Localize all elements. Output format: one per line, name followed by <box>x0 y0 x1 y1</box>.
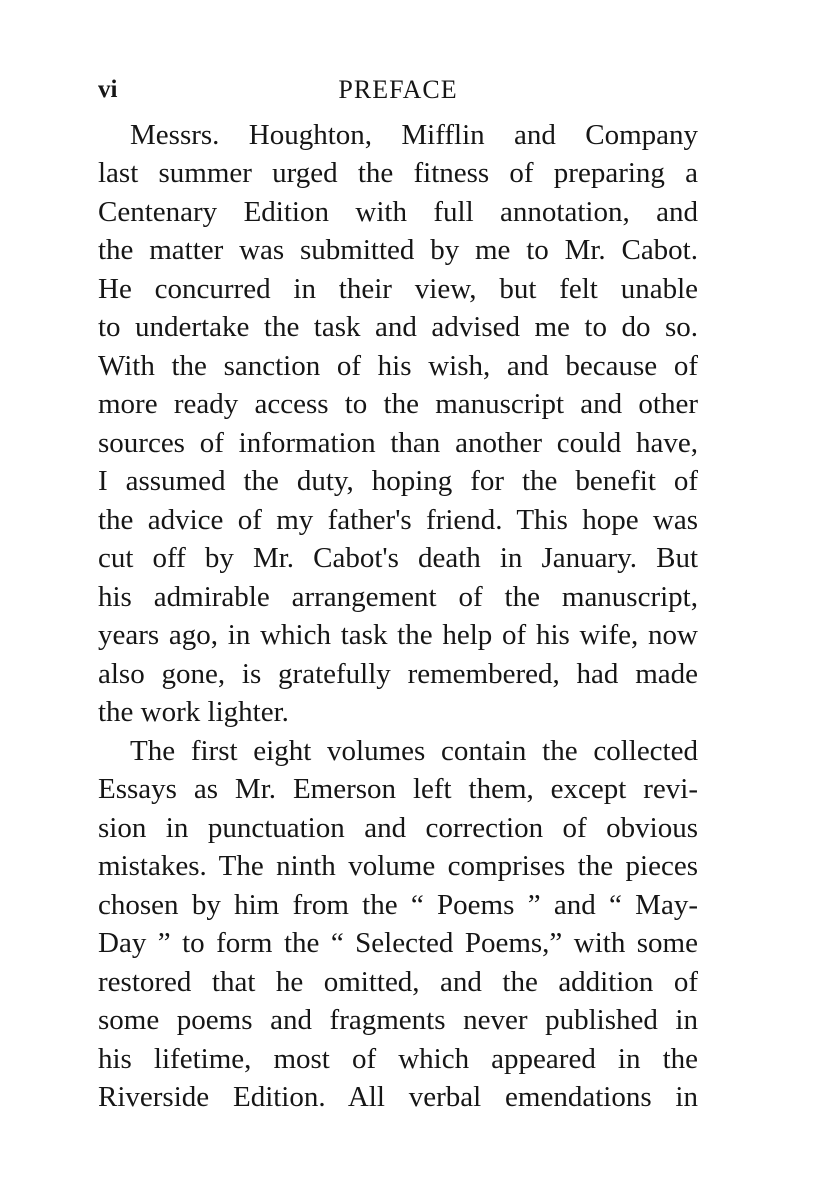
text-line: sources of information than another could have, <box>98 427 698 459</box>
text-line: years ago, in which task the help of his wife, now <box>98 619 698 651</box>
text-line: Riverside Edition. All verbal emendations in <box>98 1081 698 1113</box>
text-line: I assumed the duty, hoping for the benefit of <box>98 465 698 497</box>
text-line: to undertake the task and advised me to do so. <box>98 311 698 343</box>
text-line: also gone, is gratefully remembered, had made <box>98 658 698 690</box>
text-line: last summer urged the fitness of preparing a <box>98 157 698 189</box>
text-line: The first eight volumes contain the collected <box>130 735 698 767</box>
page-header <box>98 70 698 110</box>
text-line: sion in punctuation and correction of obvious <box>98 812 698 844</box>
text-line: mistakes. The ninth volume comprises the pieces <box>98 850 698 882</box>
running-title: PREFACE <box>338 75 458 104</box>
text-line: the matter was submitted by me to Mr. Cabot. <box>98 234 698 266</box>
text-line: chosen by him from the “ Poems ” and “ May- <box>98 889 698 921</box>
page-number: vi <box>98 76 118 103</box>
text-line: Essays as Mr. Emerson left them, except revi- <box>98 773 698 805</box>
text-line: the advice of my father's friend. This hope was <box>98 504 698 536</box>
text-line: Centenary Edition with full annotation, and <box>98 196 698 228</box>
text-line: more ready access to the manuscript and other <box>98 388 698 420</box>
text-line: restored that he omitted, and the addition of <box>98 966 698 998</box>
text-line: With the sanction of his wish, and because of <box>98 350 698 382</box>
text-line: his admirable arrangement of the manuscript, <box>98 581 698 613</box>
text-line: He concurred in their view, but felt unable <box>98 273 698 305</box>
text-line: Messrs. Houghton, Mifflin and Company <box>130 119 698 151</box>
text-line: cut off by Mr. Cabot's death in January. But <box>98 542 698 574</box>
text-line: his lifetime, most of which appeared in the <box>98 1043 698 1075</box>
text-line: the work lighter. <box>98 696 289 728</box>
text-line: Day ” to form the “ Selected Poems,” with some <box>98 927 698 959</box>
text-line: some poems and fragments never published in <box>98 1004 698 1036</box>
